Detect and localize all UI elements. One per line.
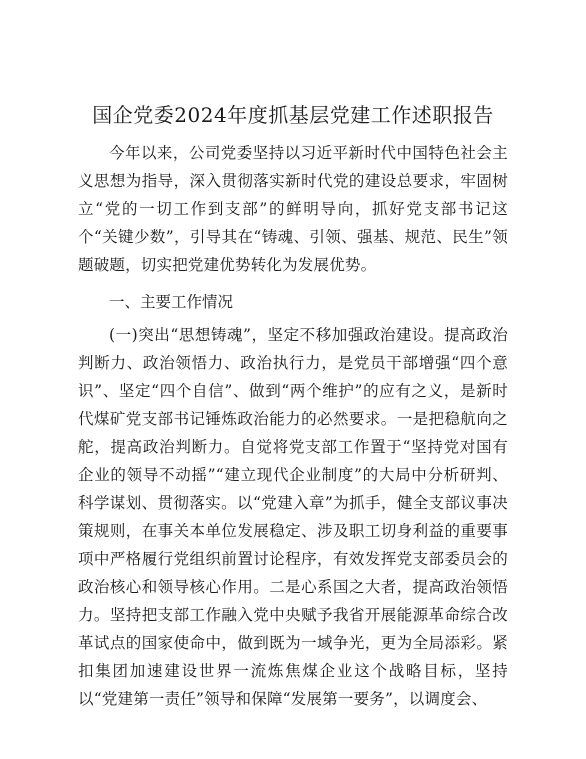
section-heading: 一、主要工作情况 <box>109 293 234 311</box>
body-paragraph: (一)突出“思想铸魂”，坚定不移加强政治建设。提高政治判断力、政治领悟力、政治执行力，是党员干部增强“四个意识”、坚定“四个自信”、做到“两个维护”的应有之义，是新时代煤矿党支部书记锤炼政治能力的必然要求。一是把稳航向之舵，提高政治判断力。自觉将党支部工作置于“坚持党对国有企业的领导不动摇”“建立现代企业制度”的大局中分析研判、科学谋划、贯彻落实。以“党建入章”为抓手，健全支部议事决策规则，在事关本单位发展稳定、涉及职工切身利益的重要事项中严格履行党组织前置讨论程序，有效发挥党支部委员会的政治核心和领导核心作用。二是心系国之大者，提高政治领悟力。坚持把支部工作融入党中央赋予我省开展能源革命综合改革试点的国家使命中，做到既为一域争光，更为全局添彩。紧扣集团加速建设世界一流炼焦煤企业这个战略目标，坚持以“党建第一责任”领导和保障“发展第一要务”，以调度会、 <box>78 326 508 708</box>
document-body <box>78 139 508 713</box>
document-title: 国企党委2024年度抓基层党建工作述职报告 <box>92 103 494 127</box>
intro-paragraph: 今年以来，公司党委坚持以习近平新时代中国特色社会主义思想为指导，深入贯彻落实新时代党的建设总要求，牢固树立“党的一切工作到支部”的鲜明导向，抓好党支部书记这个“关键少数”，引导其在“铸魂、引领、强基、规范、民生”领题破题，切实把党建优势转化为发展优势。 <box>78 144 508 274</box>
